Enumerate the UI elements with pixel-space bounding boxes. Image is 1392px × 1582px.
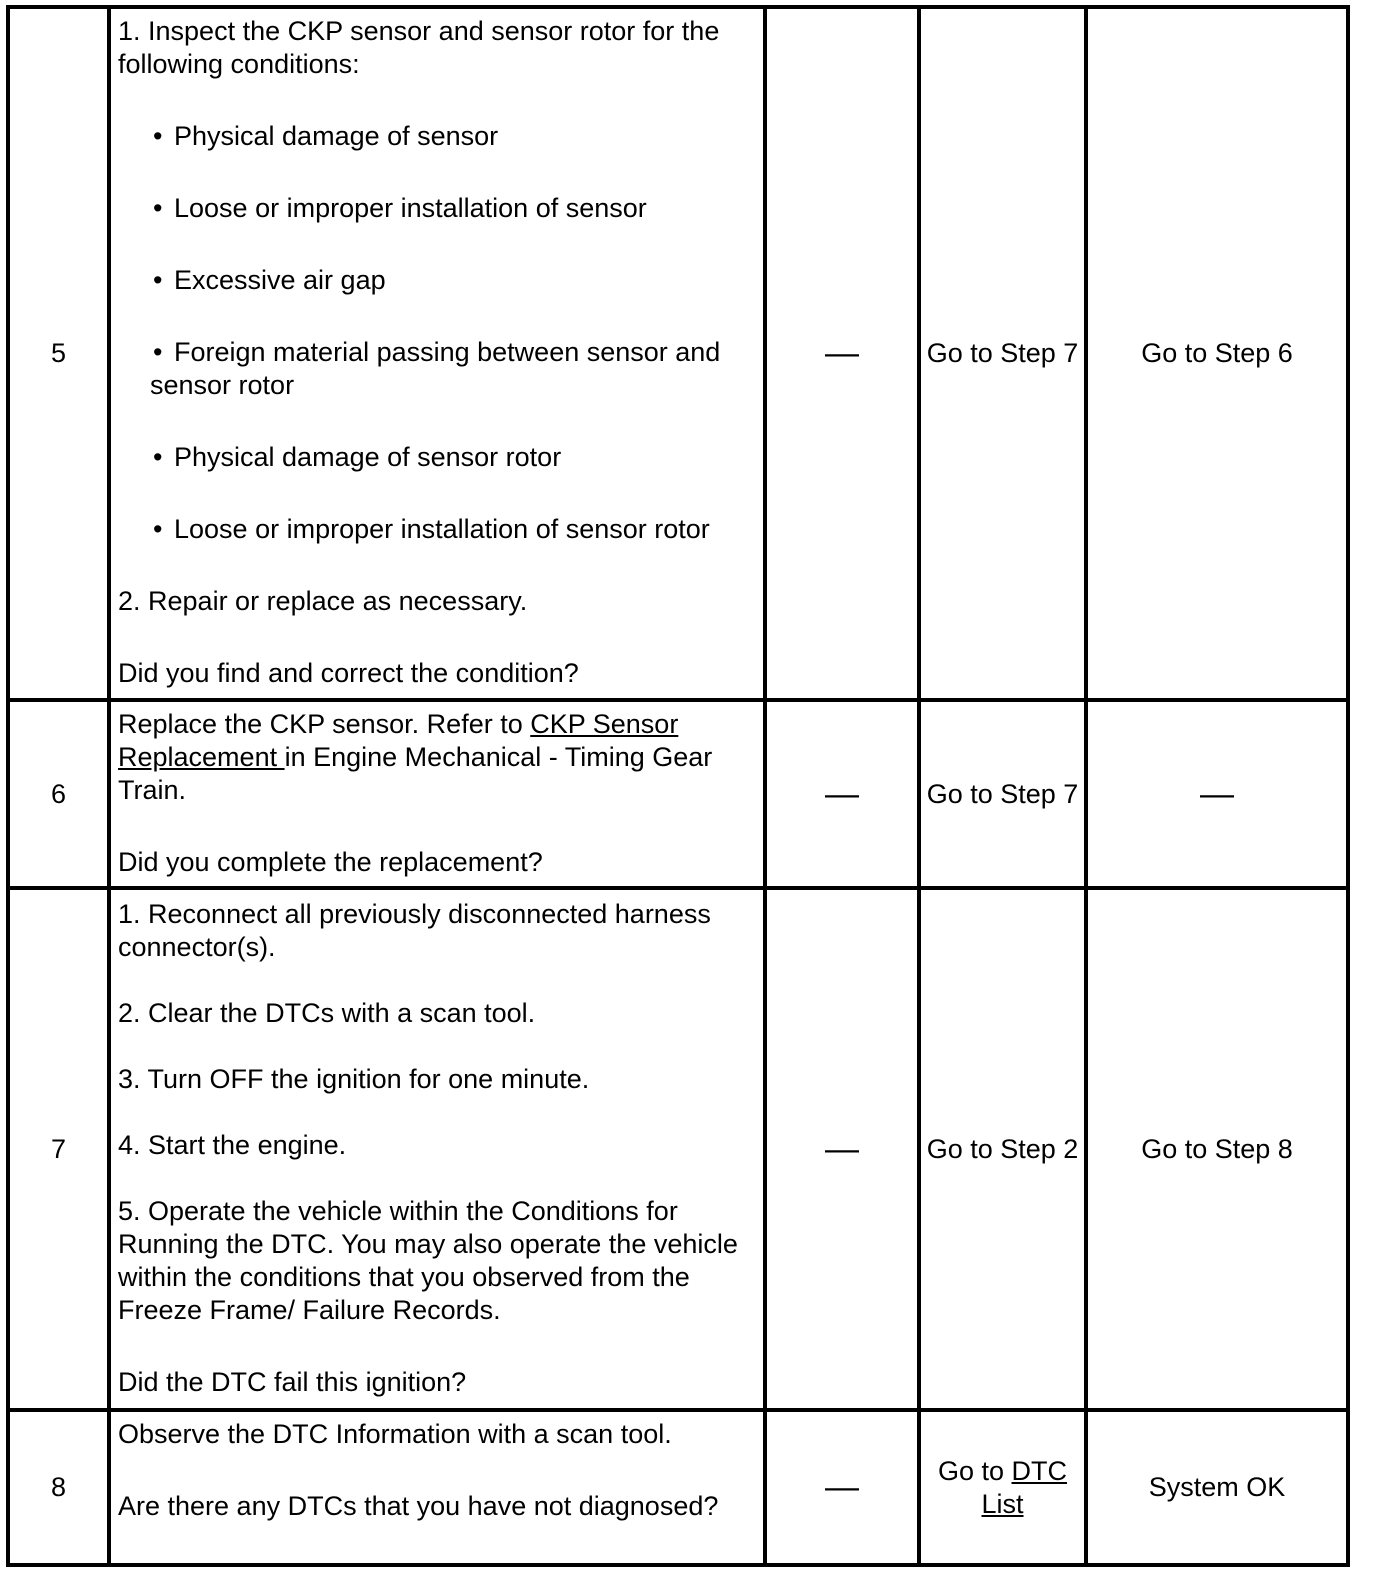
action-cell xyxy=(109,1410,765,1565)
no-cell: System OK xyxy=(1086,1410,1348,1565)
condition-bullet: • Physical damage of sensor xyxy=(153,121,499,151)
diagnostic-table xyxy=(6,5,1350,1567)
action-question: Did the DTC fail this ignition? xyxy=(118,1367,467,1397)
step-number-cell: 7 xyxy=(8,888,109,1410)
table-row-step-7 xyxy=(8,888,1348,1410)
action-question: Are there any DTCs that you have not diagnosed? xyxy=(118,1491,719,1521)
action-cell xyxy=(109,700,765,888)
value-cell: — xyxy=(765,1410,919,1565)
action-question: Did you find and correct the condition? xyxy=(118,658,579,688)
action-instruction: 1. Inspect the CKP sensor and sensor rotor for the following conditions: xyxy=(118,16,720,79)
no-cell: Go to Step 6 xyxy=(1086,7,1348,700)
action-question: Did you complete the replacement? xyxy=(118,847,543,877)
step-number-cell: 5 xyxy=(8,7,109,700)
action-instruction: 3. Turn OFF the ignition for one minute. xyxy=(118,1064,590,1094)
condition-bullet: • Physical damage of sensor rotor xyxy=(153,442,562,472)
dtc-list-link[interactable]: DTC List xyxy=(981,1455,1068,1519)
yes-cell: Go to Step 2 xyxy=(919,888,1086,1410)
table-row-step-8 xyxy=(8,1410,1348,1565)
yes-cell: Go to Step 7 xyxy=(919,700,1086,888)
step-number-cell: 6 xyxy=(8,700,109,888)
yes-cell: Go to Step 7 xyxy=(919,7,1086,700)
action-instruction: 2. Repair or replace as necessary. xyxy=(118,586,528,616)
value-cell: — xyxy=(765,700,919,888)
no-cell: Go to Step 8 xyxy=(1086,888,1348,1410)
action-instruction: Replace the CKP sensor. Refer to CKP Sensor Replacement in Engine Mechanical - Timing Gear Train. xyxy=(118,709,713,805)
value-cell: — xyxy=(765,7,919,700)
action-instruction: Observe the DTC Information with a scan tool. xyxy=(118,1419,672,1449)
no-cell: — xyxy=(1086,700,1348,888)
condition-bullet: • Loose or improper installation of sensor xyxy=(153,193,647,223)
condition-bullet: • Loose or improper installation of sensor rotor xyxy=(153,514,710,544)
condition-bullet: • Excessive air gap xyxy=(153,265,386,295)
condition-bullet: • Foreign material passing between sensor and sensor rotor xyxy=(150,337,721,400)
action-cell xyxy=(109,7,765,700)
table-row-step-6 xyxy=(8,700,1348,888)
value-cell: — xyxy=(765,888,919,1410)
yes-cell: Go to DTC List xyxy=(919,1410,1086,1565)
step-number-cell: 8 xyxy=(8,1410,109,1565)
action-instruction: 5. Operate the vehicle within the Conditions for Running the DTC. You may also operate the vehicle within the conditions that you observed from the Freeze Frame/ Failure Records. xyxy=(118,1196,738,1325)
action-instruction: 2. Clear the DTCs with a scan tool. xyxy=(118,998,536,1028)
action-instruction: 1. Reconnect all previously disconnected harness connector(s). xyxy=(118,899,711,962)
ckp-sensor-replacement-link[interactable]: CKP Sensor Replacement xyxy=(118,709,679,772)
action-cell xyxy=(109,888,765,1410)
action-instruction: 4. Start the engine. xyxy=(118,1130,347,1160)
table-row-step-5 xyxy=(8,7,1348,700)
